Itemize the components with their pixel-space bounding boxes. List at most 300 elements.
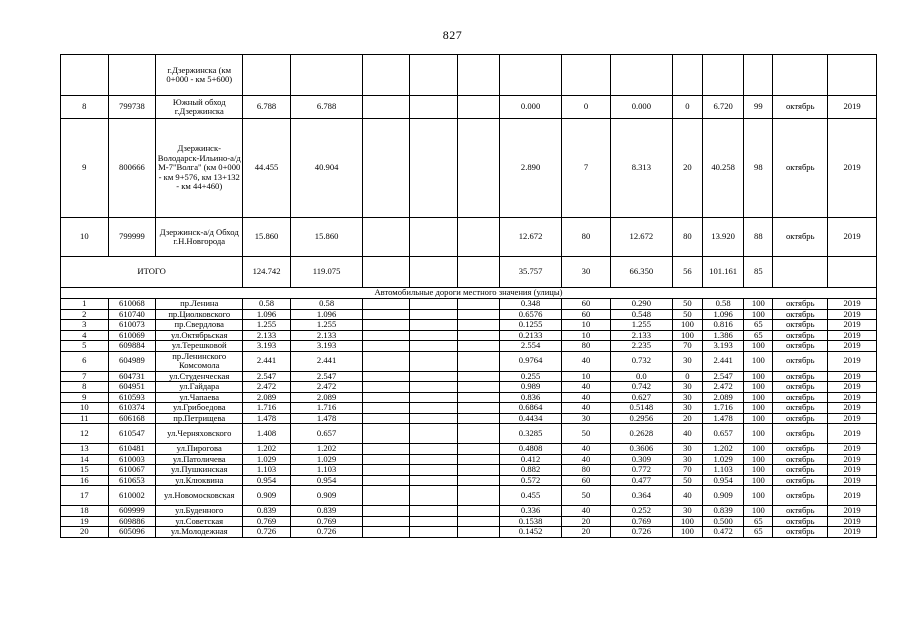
value-cell: 6.788 (243, 96, 291, 119)
value-cell (457, 506, 499, 517)
table-row (61, 320, 877, 331)
value-cell: 2019 (828, 454, 877, 465)
total-value-cell: 56 (672, 257, 702, 288)
value-cell: 0.954 (702, 475, 743, 486)
road-code-cell: 610067 (108, 465, 156, 476)
row-number-cell: 8 (61, 96, 109, 119)
value-cell (457, 403, 499, 414)
road-code-cell: 609884 (108, 341, 156, 352)
value-cell (363, 424, 410, 444)
value-cell (363, 516, 410, 527)
total-value-cell (457, 257, 499, 288)
table-row (61, 382, 877, 393)
value-cell: 0.839 (290, 506, 362, 517)
value-cell: 40 (672, 424, 702, 444)
value-cell: 2019 (828, 320, 877, 331)
value-cell: 1.716 (702, 403, 743, 414)
value-cell (363, 55, 410, 96)
road-name-cell: ул.Грибоедова (156, 403, 243, 414)
value-cell (363, 320, 410, 331)
row-number-cell: 5 (61, 341, 109, 352)
road-name-cell: г.Дзержинска (км 0+000 - км 5+600) (156, 55, 243, 96)
value-cell: 0.472 (702, 527, 743, 538)
row-number-cell: 12 (61, 424, 109, 444)
value-cell (363, 475, 410, 486)
road-code-cell: 610481 (108, 444, 156, 455)
value-cell (409, 371, 457, 382)
table-row (61, 371, 877, 382)
value-cell (409, 96, 457, 119)
table-row (61, 486, 877, 506)
road-code-cell: 604989 (108, 351, 156, 371)
value-cell: 2.441 (243, 351, 291, 371)
value-cell: 0.769 (610, 516, 672, 527)
value-cell: 30 (672, 444, 702, 455)
road-code-cell: 604731 (108, 371, 156, 382)
value-cell: 2.133 (290, 330, 362, 341)
value-cell: 0.58 (702, 299, 743, 310)
value-cell: 20 (562, 516, 611, 527)
value-cell: 40 (562, 392, 611, 403)
value-cell: 0.1538 (500, 516, 562, 527)
value-cell: 2.089 (290, 392, 362, 403)
value-cell: 1.716 (243, 403, 291, 414)
value-cell (457, 351, 499, 371)
value-cell: 2019 (828, 330, 877, 341)
value-cell (409, 475, 457, 486)
value-cell: 80 (562, 218, 611, 257)
value-cell (457, 320, 499, 331)
value-cell: октябрь (773, 351, 828, 371)
value-cell: 2019 (828, 382, 877, 393)
value-cell (457, 465, 499, 476)
road-code-cell: 800666 (108, 119, 156, 218)
value-cell: 40 (562, 351, 611, 371)
value-cell: 40 (562, 444, 611, 455)
value-cell: 1.096 (243, 309, 291, 320)
value-cell: 0.000 (500, 96, 562, 119)
value-cell: 0.657 (290, 424, 362, 444)
value-cell: 2.547 (243, 371, 291, 382)
value-cell: 2019 (828, 299, 877, 310)
value-cell (457, 392, 499, 403)
value-cell: 2.441 (290, 351, 362, 371)
value-cell: 2.133 (243, 330, 291, 341)
road-code-cell: 610374 (108, 403, 156, 414)
value-cell: 3.193 (702, 341, 743, 352)
value-cell: 0.348 (500, 299, 562, 310)
value-cell: 70 (672, 465, 702, 476)
value-cell: 100 (744, 371, 773, 382)
row-number-cell: 14 (61, 454, 109, 465)
value-cell: 2019 (828, 516, 877, 527)
value-cell: 2019 (828, 96, 877, 119)
value-cell (290, 55, 362, 96)
value-cell: октябрь (773, 96, 828, 119)
table-row (61, 341, 877, 352)
table-row (61, 516, 877, 527)
table-row (61, 96, 877, 119)
value-cell: 0.839 (243, 506, 291, 517)
value-cell: 0 (562, 96, 611, 119)
value-cell: 15.860 (243, 218, 291, 257)
value-cell: 1.029 (702, 454, 743, 465)
value-cell: 65 (744, 320, 773, 331)
total-value-cell: 66.350 (610, 257, 672, 288)
value-cell: 0.548 (610, 309, 672, 320)
road-code-cell: 610653 (108, 475, 156, 486)
value-cell: 1.096 (290, 309, 362, 320)
value-cell (457, 330, 499, 341)
value-cell: 2.890 (500, 119, 562, 218)
value-cell: 30 (672, 506, 702, 517)
value-cell: 60 (562, 475, 611, 486)
table-row (61, 454, 877, 465)
table-row (61, 527, 877, 538)
value-cell (409, 351, 457, 371)
value-cell: 2.133 (610, 330, 672, 341)
value-cell: 100 (744, 444, 773, 455)
value-cell: 100 (672, 516, 702, 527)
value-cell (409, 403, 457, 414)
value-cell: 100 (744, 506, 773, 517)
value-cell: 0.336 (500, 506, 562, 517)
value-cell: 100 (744, 475, 773, 486)
value-cell (409, 486, 457, 506)
total-value-cell (828, 257, 877, 288)
value-cell: 0.836 (500, 392, 562, 403)
row-number-cell: 2 (61, 309, 109, 320)
road-code-cell: 609886 (108, 516, 156, 527)
value-cell: 6.788 (290, 96, 362, 119)
value-cell (828, 55, 877, 96)
row-number-cell: 15 (61, 465, 109, 476)
value-cell (363, 309, 410, 320)
row-number-cell: 17 (61, 486, 109, 506)
value-cell: 2019 (828, 444, 877, 455)
road-code-cell: 610002 (108, 486, 156, 506)
value-cell (457, 119, 499, 218)
value-cell (457, 218, 499, 257)
value-cell (562, 55, 611, 96)
value-cell: 100 (744, 486, 773, 506)
value-cell: 65 (744, 527, 773, 538)
value-cell (409, 299, 457, 310)
road-code-cell: 610073 (108, 320, 156, 331)
total-label: ИТОГО (61, 257, 243, 288)
value-cell (702, 55, 743, 96)
value-cell: 2019 (828, 465, 877, 476)
value-cell: 2019 (828, 413, 877, 424)
road-name-cell: ул.Октябрьская (156, 330, 243, 341)
road-code-cell: 609999 (108, 506, 156, 517)
value-cell: 100 (744, 392, 773, 403)
value-cell: октябрь (773, 527, 828, 538)
value-cell (363, 371, 410, 382)
value-cell: 2.235 (610, 341, 672, 352)
value-cell: 1.029 (243, 454, 291, 465)
total-value-cell: 119.075 (290, 257, 362, 288)
value-cell: 40 (672, 486, 702, 506)
value-cell (363, 392, 410, 403)
value-cell: октябрь (773, 320, 828, 331)
value-cell: 0.726 (243, 527, 291, 538)
value-cell (409, 424, 457, 444)
total-value-cell: 35.757 (500, 257, 562, 288)
value-cell: 2.547 (702, 371, 743, 382)
row-number-cell: 11 (61, 413, 109, 424)
value-cell (457, 413, 499, 424)
value-cell: 2.547 (290, 371, 362, 382)
value-cell: 50 (672, 309, 702, 320)
value-cell: октябрь (773, 465, 828, 476)
total-value-cell: 101.161 (702, 257, 743, 288)
road-name-cell: ул.Молодежная (156, 527, 243, 538)
road-name-cell: пр.Петрищева (156, 413, 243, 424)
road-name-cell: Дзержинск-Володарск-Ильино-а/д М-7"Волга" (км 0+000 - км 9+576, км 13+132 - км 44+460) (156, 119, 243, 218)
value-cell (409, 413, 457, 424)
value-cell: 0.909 (290, 486, 362, 506)
value-cell: 0.954 (290, 475, 362, 486)
value-cell: 1.202 (290, 444, 362, 455)
value-cell: 1.386 (702, 330, 743, 341)
value-cell: 1.255 (243, 320, 291, 331)
row-number-cell: 3 (61, 320, 109, 331)
value-cell: 30 (672, 403, 702, 414)
road-code-cell: 799999 (108, 218, 156, 257)
value-cell: 0.3606 (610, 444, 672, 455)
table-row (61, 299, 877, 310)
page-number: 827 (442, 28, 463, 42)
row-number-cell: 4 (61, 330, 109, 341)
value-cell: 1.103 (702, 465, 743, 476)
value-cell (457, 96, 499, 119)
value-cell: 3.193 (243, 341, 291, 352)
value-cell: 0.58 (243, 299, 291, 310)
value-cell: 2.554 (500, 341, 562, 352)
value-cell: 100 (744, 413, 773, 424)
table-row (61, 475, 877, 486)
value-cell: 0.989 (500, 382, 562, 393)
value-cell: 50 (562, 424, 611, 444)
value-cell (363, 330, 410, 341)
value-cell (363, 341, 410, 352)
total-value-cell (773, 257, 828, 288)
value-cell (409, 55, 457, 96)
value-cell: 65 (744, 330, 773, 341)
value-cell: 2019 (828, 506, 877, 517)
value-cell: 2019 (828, 527, 877, 538)
table-row (61, 465, 877, 476)
value-cell (363, 465, 410, 476)
value-cell: 0.6864 (500, 403, 562, 414)
value-cell (409, 392, 457, 403)
row-number-cell: 13 (61, 444, 109, 455)
value-cell (409, 506, 457, 517)
value-cell: 0.909 (702, 486, 743, 506)
value-cell: 100 (672, 320, 702, 331)
value-cell: 8.313 (610, 119, 672, 218)
value-cell: 0.1452 (500, 527, 562, 538)
table-row (61, 506, 877, 517)
row-number-cell: 9 (61, 392, 109, 403)
value-cell: 0.290 (610, 299, 672, 310)
value-cell: 100 (672, 330, 702, 341)
value-cell: октябрь (773, 341, 828, 352)
value-cell: 2.472 (702, 382, 743, 393)
value-cell: октябрь (773, 382, 828, 393)
value-cell (409, 218, 457, 257)
value-cell: октябрь (773, 516, 828, 527)
total-value-cell: 124.742 (243, 257, 291, 288)
value-cell: 1.103 (290, 465, 362, 476)
value-cell: октябрь (773, 506, 828, 517)
value-cell (744, 55, 773, 96)
value-cell: 60 (562, 309, 611, 320)
value-cell (409, 444, 457, 455)
value-cell: 50 (562, 486, 611, 506)
value-cell: 65 (744, 516, 773, 527)
value-cell: 0 (672, 371, 702, 382)
road-code-cell: 610740 (108, 309, 156, 320)
road-name-cell: ул.Пирогова (156, 444, 243, 455)
value-cell (363, 527, 410, 538)
road-code-cell: 610003 (108, 454, 156, 465)
value-cell: 1.255 (290, 320, 362, 331)
value-cell: 1.478 (290, 413, 362, 424)
road-code-cell: 610068 (108, 299, 156, 310)
value-cell: 0.58 (290, 299, 362, 310)
value-cell: 0.4808 (500, 444, 562, 455)
value-cell: 60 (562, 299, 611, 310)
value-cell: 100 (744, 424, 773, 444)
value-cell: 0.882 (500, 465, 562, 476)
row-number-cell (61, 55, 109, 96)
roads-table (60, 54, 877, 538)
roads-table-body (61, 55, 877, 538)
value-cell: 2.089 (702, 392, 743, 403)
road-code-cell: 610593 (108, 392, 156, 403)
value-cell: 0.3285 (500, 424, 562, 444)
value-cell: октябрь (773, 475, 828, 486)
value-cell (363, 299, 410, 310)
value-cell: 0.1255 (500, 320, 562, 331)
total-value-cell (409, 257, 457, 288)
value-cell: 2.089 (243, 392, 291, 403)
value-cell: 2019 (828, 341, 877, 352)
value-cell: 0.252 (610, 506, 672, 517)
row-number-cell: 16 (61, 475, 109, 486)
value-cell (500, 55, 562, 96)
value-cell: 100 (672, 527, 702, 538)
value-cell: октябрь (773, 330, 828, 341)
value-cell: 0.6576 (500, 309, 562, 320)
value-cell (457, 55, 499, 96)
value-cell: 40 (562, 382, 611, 393)
value-cell: 40.258 (702, 119, 743, 218)
value-cell (457, 516, 499, 527)
value-cell: 0.412 (500, 454, 562, 465)
road-name-cell: ул.Пушкинская (156, 465, 243, 476)
value-cell: октябрь (773, 454, 828, 465)
value-cell (457, 454, 499, 465)
value-cell: 88 (744, 218, 773, 257)
value-cell: 2019 (828, 403, 877, 414)
road-name-cell: ул.Терешковой (156, 341, 243, 352)
section-row (61, 288, 877, 299)
value-cell: 10 (562, 330, 611, 341)
value-cell: 13.920 (702, 218, 743, 257)
value-cell: октябрь (773, 444, 828, 455)
value-cell: октябрь (773, 218, 828, 257)
value-cell: октябрь (773, 309, 828, 320)
table-row (61, 218, 877, 257)
value-cell: октябрь (773, 486, 828, 506)
value-cell (457, 475, 499, 486)
value-cell: 1.202 (702, 444, 743, 455)
value-cell: 100 (744, 351, 773, 371)
value-cell: 50 (672, 475, 702, 486)
road-code-cell: 605096 (108, 527, 156, 538)
table-row (61, 413, 877, 424)
value-cell: 100 (744, 341, 773, 352)
value-cell: 30 (672, 454, 702, 465)
table-row (61, 330, 877, 341)
value-cell: 100 (744, 403, 773, 414)
value-cell (457, 299, 499, 310)
value-cell: октябрь (773, 119, 828, 218)
value-cell (363, 413, 410, 424)
value-cell: 30 (672, 382, 702, 393)
table-row (61, 444, 877, 455)
value-cell: 100 (744, 465, 773, 476)
row-number-cell: 6 (61, 351, 109, 371)
value-cell: 0.2133 (500, 330, 562, 341)
value-cell: 0.4434 (500, 413, 562, 424)
table-row (61, 119, 877, 218)
table-row (61, 403, 877, 414)
value-cell: 100 (744, 309, 773, 320)
row-number-cell: 7 (61, 371, 109, 382)
value-cell: 1.103 (243, 465, 291, 476)
value-cell (409, 341, 457, 352)
value-cell: 2.472 (290, 382, 362, 393)
value-cell: 12.672 (500, 218, 562, 257)
value-cell: 0.5148 (610, 403, 672, 414)
road-name-cell: пр.Циолковского (156, 309, 243, 320)
value-cell (457, 486, 499, 506)
value-cell: 0.909 (243, 486, 291, 506)
value-cell (610, 55, 672, 96)
value-cell: 0.9764 (500, 351, 562, 371)
table-row (61, 351, 877, 371)
value-cell: 2.472 (243, 382, 291, 393)
value-cell: 40 (562, 506, 611, 517)
value-cell (409, 454, 457, 465)
value-cell: 80 (672, 218, 702, 257)
value-cell: 100 (744, 382, 773, 393)
road-name-cell: пр.Ленинского Комсомола (156, 351, 243, 371)
value-cell (457, 444, 499, 455)
total-row (61, 257, 877, 288)
value-cell (457, 371, 499, 382)
value-cell: 1.029 (290, 454, 362, 465)
value-cell: 40 (562, 403, 611, 414)
value-cell: 98 (744, 119, 773, 218)
value-cell (773, 55, 828, 96)
value-cell: 1.478 (702, 413, 743, 424)
value-cell: 0.2628 (610, 424, 672, 444)
